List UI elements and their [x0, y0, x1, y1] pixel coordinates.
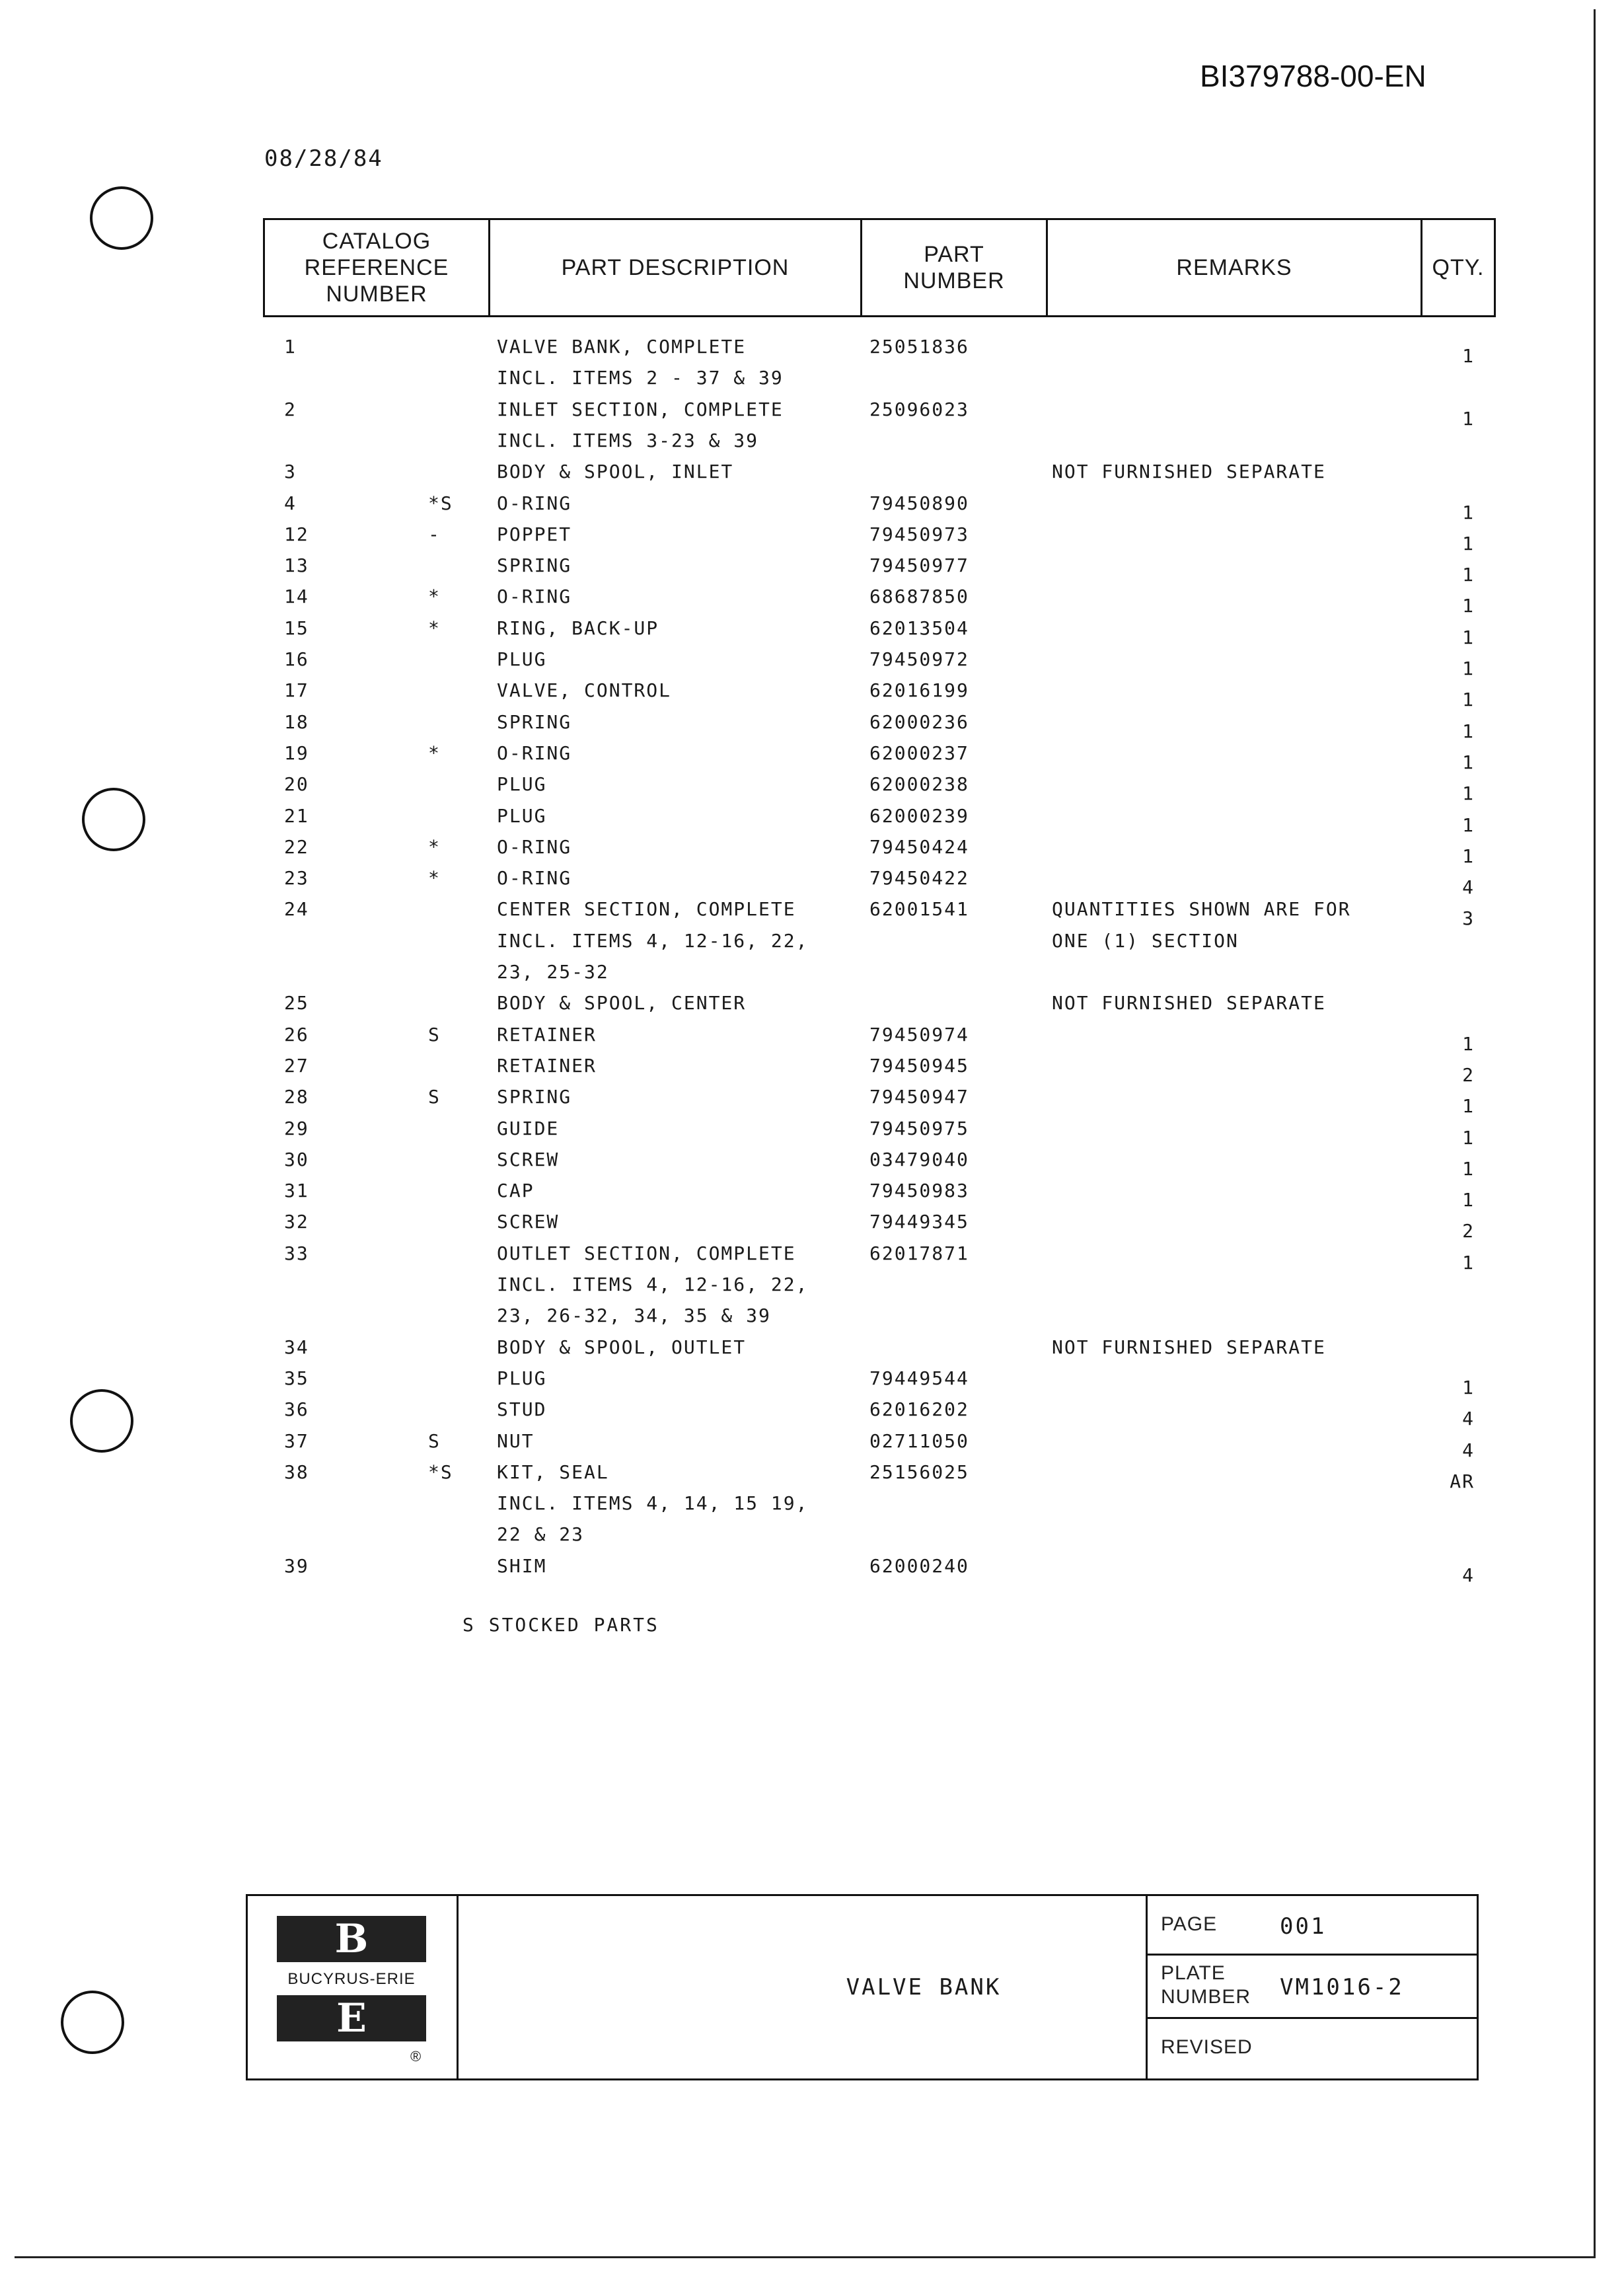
row-part-number: 79450975 — [869, 1118, 969, 1139]
row-ref: 2 — [284, 399, 297, 420]
row-description: O-RING — [497, 492, 572, 514]
row-ref: 27 — [284, 1055, 309, 1077]
row-stock-flag: *S — [428, 492, 453, 514]
row-description: 22 & 23 — [497, 1523, 585, 1545]
row-ref: 31 — [284, 1180, 309, 1201]
page-field — [1148, 1896, 1479, 1956]
row-description: INCL. ITEMS 2 - 37 & 39 — [497, 367, 784, 389]
row-description: RING, BACK-UP — [497, 617, 659, 639]
row-qty: 2 — [1462, 1220, 1475, 1242]
row-description: 23, 26-32, 34, 35 & 39 — [497, 1305, 771, 1326]
row-ref: 19 — [284, 742, 309, 764]
row-qty: 1 — [1462, 595, 1475, 617]
row-description: OUTLET SECTION, COMPLETE — [497, 1242, 796, 1264]
row-ref: 16 — [284, 648, 309, 670]
row-ref: 32 — [284, 1211, 309, 1233]
row-stock-flag: * — [428, 836, 441, 858]
row-description: O-RING — [497, 742, 572, 764]
row-part-number: 03479040 — [869, 1149, 969, 1170]
row-stock-flag: - — [428, 523, 441, 545]
row-description: VALVE, CONTROL — [497, 679, 672, 701]
row-description: SPRING — [497, 554, 572, 576]
binder-hole-2 — [82, 788, 145, 851]
row-stock-flag: S — [428, 1024, 441, 1046]
row-description: INCL. ITEMS 4, 12-16, 22, — [497, 1274, 809, 1295]
row-qty: 1 — [1462, 689, 1475, 710]
row-part-number: 79450422 — [869, 867, 969, 889]
row-part-number: 79450424 — [869, 836, 969, 858]
row-ref: 24 — [284, 898, 309, 920]
row-description: GUIDE — [497, 1118, 560, 1139]
row-ref: 17 — [284, 679, 309, 701]
row-ref: 12 — [284, 523, 309, 545]
row-description: O-RING — [497, 867, 572, 889]
row-qty: 1 — [1462, 1095, 1475, 1117]
row-ref: 37 — [284, 1430, 309, 1452]
row-description: INCL. ITEMS 4, 14, 15 19, — [497, 1492, 809, 1514]
header-part-number-line1: PART — [924, 242, 984, 267]
revised-field — [1148, 2019, 1479, 2078]
header-remarks-label: REMARKS — [1176, 255, 1292, 280]
row-qty: 1 — [1462, 814, 1475, 836]
row-stock-flag: S — [428, 1086, 441, 1108]
row-part-number: 79450947 — [869, 1086, 969, 1108]
row-stock-flag: * — [428, 742, 441, 764]
row-description: INCL. ITEMS 3-23 & 39 — [497, 430, 759, 451]
row-qty: 4 — [1462, 1439, 1475, 1461]
row-ref: 26 — [284, 1024, 309, 1046]
row-description: RETAINER — [497, 1055, 597, 1077]
row-description: NUT — [497, 1430, 535, 1452]
row-description: PLUG — [497, 1367, 547, 1389]
row-qty: 1 — [1462, 845, 1475, 867]
row-qty: 4 — [1462, 1564, 1475, 1586]
header-description-label: PART DESCRIPTION — [561, 255, 790, 280]
row-description: INLET SECTION, COMPLETE — [497, 399, 784, 420]
row-part-number: 25096023 — [869, 399, 969, 420]
title-block-fields — [1146, 1896, 1479, 2078]
row-ref: 25 — [284, 992, 309, 1014]
row-qty: 2 — [1462, 1064, 1475, 1086]
row-ref: 34 — [284, 1336, 309, 1358]
row-description: SCREW — [497, 1149, 560, 1170]
header-part-number — [860, 218, 1048, 317]
row-description: SHIM — [497, 1555, 547, 1577]
row-description: PLUG — [497, 648, 547, 670]
row-description: POPPET — [497, 523, 572, 545]
plate-field — [1148, 1956, 1479, 2019]
row-ref: 39 — [284, 1555, 309, 1577]
row-description: PLUG — [497, 805, 547, 827]
row-qty: 1 — [1462, 345, 1475, 367]
row-ref: 33 — [284, 1242, 309, 1264]
header-remarks — [1046, 218, 1422, 317]
row-part-number: 79450890 — [869, 492, 969, 514]
row-remarks: NOT FURNISHED SEPARATE — [1052, 461, 1326, 482]
footnote-stocked-parts: S STOCKED PARTS — [462, 1614, 659, 1636]
header-qty — [1421, 218, 1496, 317]
row-description: SCREW — [497, 1211, 560, 1233]
row-ref: 13 — [284, 554, 309, 576]
binder-hole-4 — [61, 1991, 124, 2054]
row-description: SPRING — [497, 711, 572, 733]
row-qty: 3 — [1462, 907, 1475, 929]
row-ref: 18 — [284, 711, 309, 733]
row-qty: 1 — [1462, 1189, 1475, 1211]
row-qty: 1 — [1462, 782, 1475, 804]
row-ref: 23 — [284, 867, 309, 889]
row-part-number: 62016202 — [869, 1398, 969, 1420]
logo-b-block: B — [277, 1916, 426, 1962]
row-part-number: 79450945 — [869, 1055, 969, 1077]
revised-label: REVISED — [1161, 2036, 1253, 2058]
row-part-number: 62013504 — [869, 617, 969, 639]
row-ref: 36 — [284, 1398, 309, 1420]
row-stock-flag: *S — [428, 1461, 453, 1483]
row-qty: 1 — [1462, 1252, 1475, 1274]
row-description: KIT, SEAL — [497, 1461, 609, 1483]
row-stock-flag: * — [428, 617, 441, 639]
row-stock-flag: * — [428, 586, 441, 607]
row-part-number: 79450974 — [869, 1024, 969, 1046]
row-part-number: 68687850 — [869, 586, 969, 607]
row-qty: 4 — [1462, 1408, 1475, 1429]
header-catalog-ref-line3: NUMBER — [326, 282, 427, 307]
registered-mark: ® — [410, 2048, 422, 2065]
row-part-number: 79449345 — [869, 1211, 969, 1233]
row-part-number: 02711050 — [869, 1430, 969, 1452]
row-qty: 1 — [1462, 751, 1475, 773]
row-part-number: 62016199 — [869, 679, 969, 701]
row-ref: 35 — [284, 1367, 309, 1389]
row-ref: 30 — [284, 1149, 309, 1170]
row-description: CAP — [497, 1180, 535, 1201]
row-qty: 1 — [1462, 1033, 1475, 1055]
row-stock-flag: S — [428, 1430, 441, 1452]
row-description: SPRING — [497, 1086, 572, 1108]
row-ref: 22 — [284, 836, 309, 858]
row-description: O-RING — [497, 586, 572, 607]
row-part-number: 62000240 — [869, 1555, 969, 1577]
row-qty: 1 — [1462, 1127, 1475, 1149]
row-ref: 4 — [284, 492, 297, 514]
row-ref: 29 — [284, 1118, 309, 1139]
row-qty: AR — [1450, 1470, 1475, 1492]
row-ref: 28 — [284, 1086, 309, 1108]
row-qty: 1 — [1462, 658, 1475, 679]
row-remarks: NOT FURNISHED SEPARATE — [1052, 1336, 1326, 1358]
row-ref: 15 — [284, 617, 309, 639]
row-qty: 1 — [1462, 627, 1475, 648]
row-remarks: NOT FURNISHED SEPARATE — [1052, 992, 1326, 1014]
header-description — [488, 218, 862, 317]
row-description: STUD — [497, 1398, 547, 1420]
header-catalog-ref-line1: CATALOG — [322, 229, 431, 254]
row-part-number: 79449544 — [869, 1367, 969, 1389]
row-part-number: 62001541 — [869, 898, 969, 920]
row-part-number: 62000237 — [869, 742, 969, 764]
row-qty: 1 — [1462, 564, 1475, 586]
bucyrus-erie-logo — [248, 1896, 459, 2078]
row-ref: 38 — [284, 1461, 309, 1483]
row-part-number: 62017871 — [869, 1242, 969, 1264]
row-qty: 1 — [1462, 1377, 1475, 1398]
header-catalog-ref-line2: REFERENCE — [304, 255, 449, 280]
logo-company-name: BUCYRUS-ERIE — [287, 1970, 416, 1988]
header-catalog-ref — [263, 218, 490, 317]
row-description: CENTER SECTION, COMPLETE — [497, 898, 796, 920]
row-description: PLUG — [497, 773, 547, 795]
row-description: BODY & SPOOL, OUTLET — [497, 1336, 747, 1358]
row-part-number: 79450977 — [869, 554, 969, 576]
row-description: 23, 25-32 — [497, 961, 609, 983]
title-block — [246, 1894, 1479, 2080]
row-ref: 14 — [284, 586, 309, 607]
row-part-number: 79450972 — [869, 648, 969, 670]
row-qty: 1 — [1462, 720, 1475, 742]
row-part-number: 79450973 — [869, 523, 969, 545]
header-part-number-line2: NUMBER — [903, 268, 1005, 293]
row-part-number: 25051836 — [869, 336, 969, 358]
row-part-number: 62000238 — [869, 773, 969, 795]
row-part-number: 62000239 — [869, 805, 969, 827]
document-date: 08/28/84 — [264, 145, 383, 172]
plate-label-line1: PLATE — [1161, 1962, 1226, 1984]
page-value: 001 — [1280, 1913, 1327, 1940]
row-part-number: 25156025 — [869, 1461, 969, 1483]
row-description: INCL. ITEMS 4, 12-16, 22, — [497, 930, 809, 952]
row-qty: 1 — [1462, 533, 1475, 554]
drawing-title-text: VALVE BANK — [846, 1974, 1002, 2000]
row-ref: 3 — [284, 461, 297, 482]
row-description: BODY & SPOOL, INLET — [497, 461, 734, 482]
row-qty: 4 — [1462, 876, 1475, 898]
row-description: VALVE BANK, COMPLETE — [497, 336, 747, 358]
row-remarks: ONE (1) SECTION — [1052, 930, 1239, 952]
page-label: PAGE — [1161, 1913, 1218, 1935]
plate-label-line2: NUMBER — [1161, 1986, 1251, 2008]
binder-hole-1 — [90, 186, 153, 250]
row-qty: 1 — [1462, 1158, 1475, 1180]
binder-hole-3 — [70, 1389, 133, 1453]
table-header — [263, 218, 1496, 317]
row-stock-flag: * — [428, 867, 441, 889]
row-qty: 1 — [1462, 408, 1475, 430]
row-part-number: 79450983 — [869, 1180, 969, 1201]
row-qty: 1 — [1462, 502, 1475, 523]
row-ref: 21 — [284, 805, 309, 827]
row-description: BODY & SPOOL, CENTER — [497, 992, 747, 1014]
row-description: O-RING — [497, 836, 572, 858]
logo-e-block: E — [277, 1995, 426, 2041]
header-qty-label: QTY. — [1432, 255, 1485, 280]
plate-value: VM1016-2 — [1280, 1974, 1404, 2000]
row-description: RETAINER — [497, 1024, 597, 1046]
document-id: BI379788-00-EN — [1200, 59, 1426, 93]
row-ref: 1 — [284, 336, 297, 358]
row-remarks: QUANTITIES SHOWN ARE FOR — [1052, 898, 1351, 920]
row-part-number: 62000236 — [869, 711, 969, 733]
row-ref: 20 — [284, 773, 309, 795]
